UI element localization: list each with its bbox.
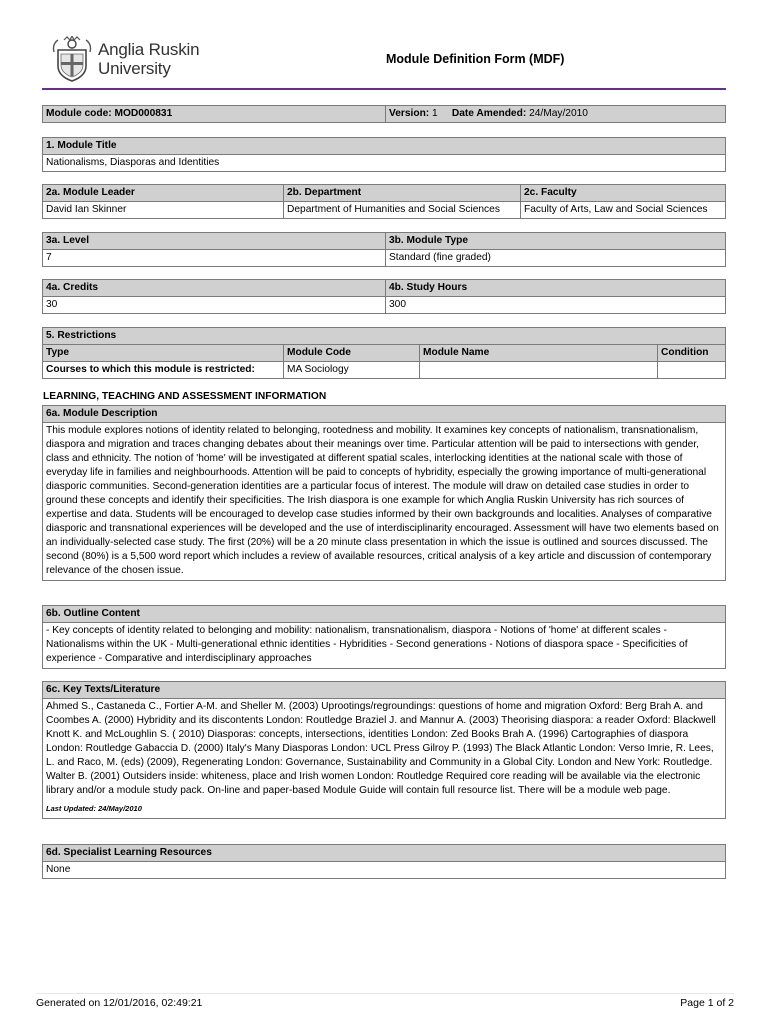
specialist-resources-table — [42, 844, 726, 879]
date-amended-value: 24/May/2010 — [529, 108, 588, 119]
last-updated: Last Updated: 24/May/2010 — [46, 804, 142, 813]
crest-icon — [52, 36, 92, 82]
key-texts-cell — [43, 699, 726, 819]
department-value: Department of Humanities and Social Sciences — [284, 202, 521, 219]
restrictions-row-name — [420, 362, 658, 379]
restrictions-col-code: Module Code — [284, 345, 420, 362]
restrictions-col-condition: Condition — [658, 345, 726, 362]
university-logo — [52, 36, 212, 84]
header-rule — [42, 88, 726, 90]
restrictions-table — [42, 327, 726, 379]
outline-content-table — [42, 605, 726, 669]
study-hours-value: 300 — [386, 297, 726, 314]
restrictions-col-type: Type — [43, 345, 284, 362]
module-type-heading: 3b. Module Type — [386, 233, 726, 250]
date-amended-label: Date Amended: — [451, 108, 527, 119]
generated-timestamp: Generated on 12/01/2016, 02:49:21 — [36, 997, 203, 1009]
module-title-heading: 1. Module Title — [43, 138, 726, 155]
module-title-table — [42, 137, 726, 172]
level-value: 7 — [43, 250, 386, 267]
module-leader-value: David Ian Skinner — [43, 202, 284, 219]
ltai-heading: LEARNING, TEACHING AND ASSESSMENT INFORMATION — [43, 391, 327, 402]
restrictions-col-name: Module Name — [420, 345, 658, 362]
module-type-value: Standard (fine graded) — [386, 250, 726, 267]
module-description-table — [42, 405, 726, 581]
module-description-heading: 6a. Module Description — [43, 406, 726, 423]
key-texts-heading: 6c. Key Texts/Literature — [43, 682, 726, 699]
department-heading: 2b. Department — [284, 185, 521, 202]
module-code: Module code: MOD000831 — [43, 106, 386, 123]
logo-line-2: University — [98, 59, 171, 78]
restrictions-row-condition — [658, 362, 726, 379]
key-texts-table — [42, 681, 726, 819]
restrictions-row-code: MA Sociology — [284, 362, 420, 379]
specialist-resources-heading: 6d. Specialist Learning Resources — [43, 845, 726, 862]
level-heading: 3a. Level — [43, 233, 386, 250]
study-hours-heading: 4b. Study Hours — [386, 280, 726, 297]
module-leader-heading: 2a. Module Leader — [43, 185, 284, 202]
logo-wordmark — [98, 40, 199, 78]
specialist-resources-value: None — [43, 862, 726, 879]
level-type-table — [42, 232, 726, 267]
logo-line-1: Anglia Ruskin — [98, 40, 200, 59]
form-title: Module Definition Form (MDF) — [386, 52, 565, 66]
module-title-value: Nationalisms, Diasporas and Identities — [43, 155, 726, 172]
credits-heading: 4a. Credits — [43, 280, 386, 297]
module-meta-table — [42, 105, 726, 123]
restrictions-row-label: Courses to which this module is restricted: — [43, 362, 284, 379]
version-label: Version: — [389, 108, 430, 119]
outline-content-heading: 6b. Outline Content — [43, 606, 726, 623]
module-description-text: This module explores notions of identity related to belonging, rootedness and mobility. It examines key concepts of nationalism, transnationalism, diaspora and migration and traces changing debates about their meanings over time. Particular attention will be paid to intersections with gender, class and ethnicity. The notion of 'home' will be investigated at different spatial scales, interlocking identities at the national scale with those of everyday life in families and neighbourhoods. Attention will be paid to concepts of hybridity, especially the growing importance of multi-generational diasporic communities. Second-generation identities are a particular focus of interest. The module will draw on detailed case studies in order to ground these concepts and identify their specificities. The Irish diaspora is one example for which Anglia Ruskin University has rich sources of expertise and data. Students will be encouraged to develop case studies informed by their own backgrounds and localities. Analyses of comparative diasporic and transnational experiences will be developed and the use of interdisciplinarity encouraged. Assessment will have two elements based on an individually-selected case study. The first (20%) will be a 20 minute class presentation in which the issue is outlined and sources discussed. The second (80%) is a 5,500 word report which includes a review of available resources, critical analysis of a key article and discussion of contemporary relevance of the chosen issue. — [43, 423, 726, 581]
page-number: Page 1 of 2 — [680, 997, 734, 1009]
leader-dept-faculty-table — [42, 184, 726, 219]
credits-value: 30 — [43, 297, 386, 314]
version-date-cell — [386, 106, 726, 123]
faculty-heading: 2c. Faculty — [521, 185, 726, 202]
version-value: 1 — [432, 108, 438, 119]
footer-rule — [36, 993, 734, 994]
credits-hours-table — [42, 279, 726, 314]
restrictions-heading: 5. Restrictions — [43, 328, 726, 345]
outline-content-text: - Key concepts of identity related to belonging and mobility: nationalism, transnationalism, diaspora - Notions of 'home' at different scales - Nationalisms within the UK - Multi-generational ethnic identities - Hybridities - Second generations - Notions of diaspora space - Specificities of experience - Comparative and interdisciplinary approaches — [43, 623, 726, 669]
key-texts-text: Ahmed S., Castaneda C., Fortier A-M. and Sheller M. (2003) Uprootings/regroundings: questions of home and migration Oxford: Berg Brah A. and Coombes A. (2000) Hybridity and its discontents London: Routledge Braziel J. and Mannur A. (2003) Theorising diaspora: a reader Oxford: Blackwell Knott K. and McLoughlin S. ( 2010) Diasporas: concepts, intersections, identities London: Zed Books Brah A. (1996) Cartographies of diaspora London: Routledge Gabaccia D. (2000) Italy's Many Diasporas London: UCL Press Gilroy P. (1993) The Black Atlantic London: Verso Imrie, R. Lees, L. and Raco, M. (eds) (2009), Regenerating London: Governance, Sustainability and Community in a Global City. London and New York: Routledge. Walter B. (2001) Outsiders inside: whiteness, place and Irish women London: Routledge Required core reading will be available via the electronic library and/or a module study pack. On-line and paper-based Module Guide will contain full resource list. There will be a module web page. — [46, 701, 716, 796]
faculty-value: Faculty of Arts, Law and Social Sciences — [521, 202, 726, 219]
